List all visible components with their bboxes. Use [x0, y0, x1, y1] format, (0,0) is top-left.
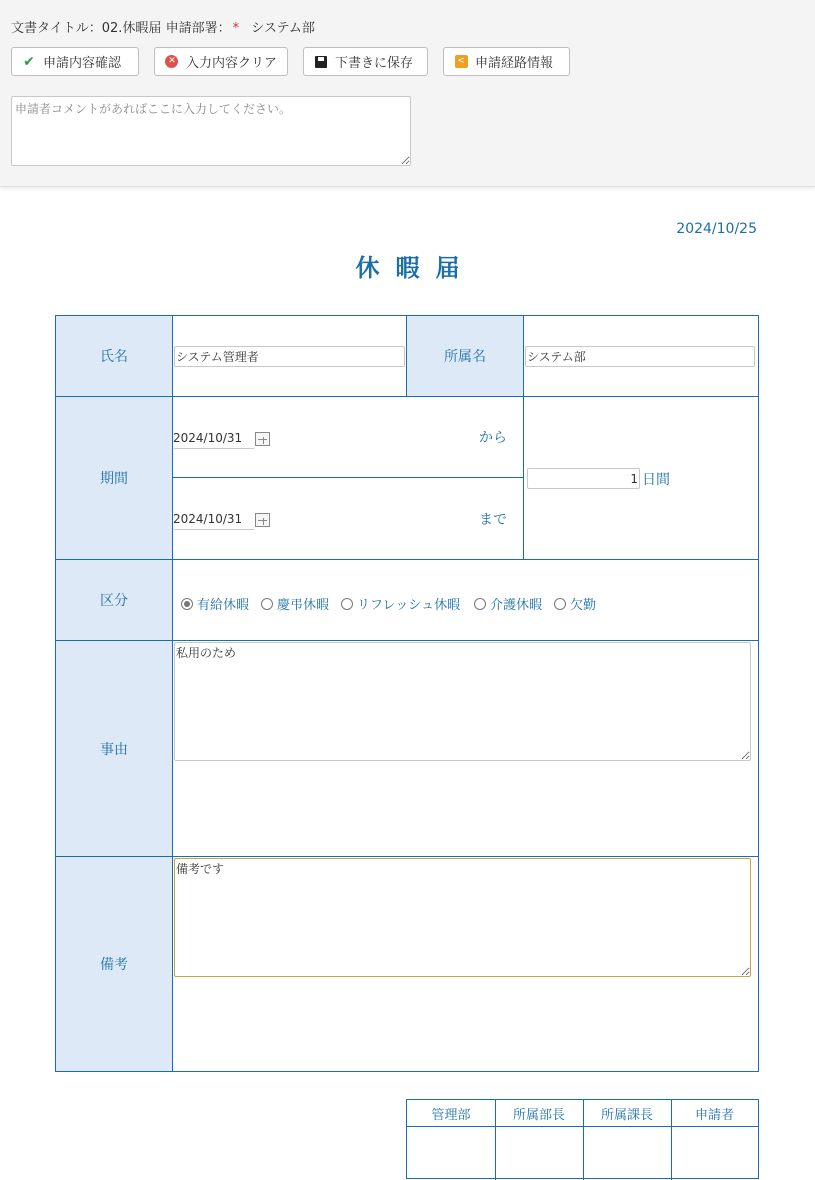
category-label-cell — [56, 560, 173, 641]
save-draft-button-label: 下書きに保存 — [335, 56, 414, 71]
confirm-button-label: 申請内容確認 — [43, 56, 122, 71]
category-option-label: リフレッシュ休暇 — [357, 598, 461, 613]
approval-header: 申請者 — [671, 1100, 758, 1127]
start-date-cell — [173, 397, 524, 478]
clear-button[interactable] — [154, 47, 288, 76]
applicant-comment-input[interactable] — [11, 96, 411, 166]
clear-icon: ✕ — [165, 55, 179, 69]
approval-header: 所属課長 — [583, 1100, 671, 1127]
form-title: 休暇届 — [355, 254, 476, 282]
clear-button-label: 入力内容クリア — [185, 56, 277, 71]
to-label: まで — [479, 512, 507, 528]
dept-value: システム部 — [251, 21, 315, 36]
dept-input[interactable] — [525, 346, 755, 367]
document-info — [11, 17, 315, 36]
save-icon — [314, 55, 328, 69]
name-input[interactable] — [174, 346, 405, 367]
calendar-icon[interactable] — [255, 513, 270, 527]
days-input[interactable] — [527, 468, 640, 489]
reason-cell — [173, 641, 758, 857]
name-label: 氏名 — [100, 349, 128, 365]
save-draft-button[interactable] — [303, 47, 428, 76]
start-date-input[interactable] — [173, 428, 255, 449]
form-date: 2024/10/25 — [676, 221, 757, 237]
required-mark: * — [232, 21, 240, 36]
category-radio-care[interactable] — [474, 594, 542, 613]
dept-form-label: 所属名 — [444, 349, 486, 365]
period-label: 期間 — [100, 471, 128, 487]
category-radio-refresh[interactable] — [341, 594, 460, 613]
category-option-label: 有給休暇 — [197, 598, 250, 613]
category-radio-condolence[interactable] — [261, 594, 329, 613]
doc-title-label: 文書タイトル： — [11, 21, 102, 36]
reason-textarea[interactable] — [174, 642, 751, 761]
category-radio-absence[interactable] — [554, 594, 596, 613]
check-icon: ✔ — [23, 53, 35, 70]
category-option-label: 慶弔休暇 — [277, 598, 330, 613]
reason-label-cell — [56, 641, 173, 857]
from-label: から — [479, 430, 507, 446]
radio-unselected[interactable] — [554, 598, 566, 610]
dept-value-cell — [524, 316, 758, 397]
category-radio-paid[interactable] — [181, 594, 249, 613]
share-icon: < — [454, 55, 468, 69]
radio-selected[interactable] — [181, 598, 193, 610]
reason-label: 事由 — [100, 741, 128, 758]
name-value-cell — [173, 316, 406, 397]
days-unit: 日間 — [642, 472, 670, 488]
radio-unselected[interactable] — [341, 598, 353, 610]
dept-label-cell — [406, 316, 524, 397]
remarks-textarea[interactable] — [174, 858, 751, 977]
dept-label: 申請部署： — [165, 21, 231, 36]
leave-form — [55, 315, 759, 1072]
radio-unselected[interactable] — [474, 598, 486, 610]
radio-unselected[interactable] — [261, 598, 273, 610]
remarks-cell — [173, 857, 758, 1071]
doc-title-value: 02.休暇届 — [101, 21, 162, 36]
remarks-label: 備考 — [100, 957, 128, 973]
category-option-label: 欠勤 — [570, 598, 597, 613]
confirm-button[interactable] — [11, 47, 139, 76]
approval-header: 管理部 — [407, 1100, 495, 1127]
remarks-label-cell — [56, 857, 173, 1071]
route-info-button-label: 申請経路情報 — [475, 56, 554, 71]
toolbar-panel — [0, 0, 815, 187]
name-label-cell — [56, 316, 173, 397]
approval-stamp-table — [406, 1099, 759, 1179]
route-info-button[interactable] — [443, 47, 570, 76]
category-option-label: 介護休暇 — [490, 598, 543, 613]
calendar-icon[interactable] — [255, 432, 270, 446]
category-label: 区分 — [100, 593, 128, 609]
approval-header: 所属部長 — [495, 1100, 583, 1127]
days-cell — [524, 397, 758, 560]
end-date-input[interactable] — [173, 509, 255, 530]
end-date-cell — [173, 478, 524, 560]
period-label-cell — [56, 397, 173, 560]
